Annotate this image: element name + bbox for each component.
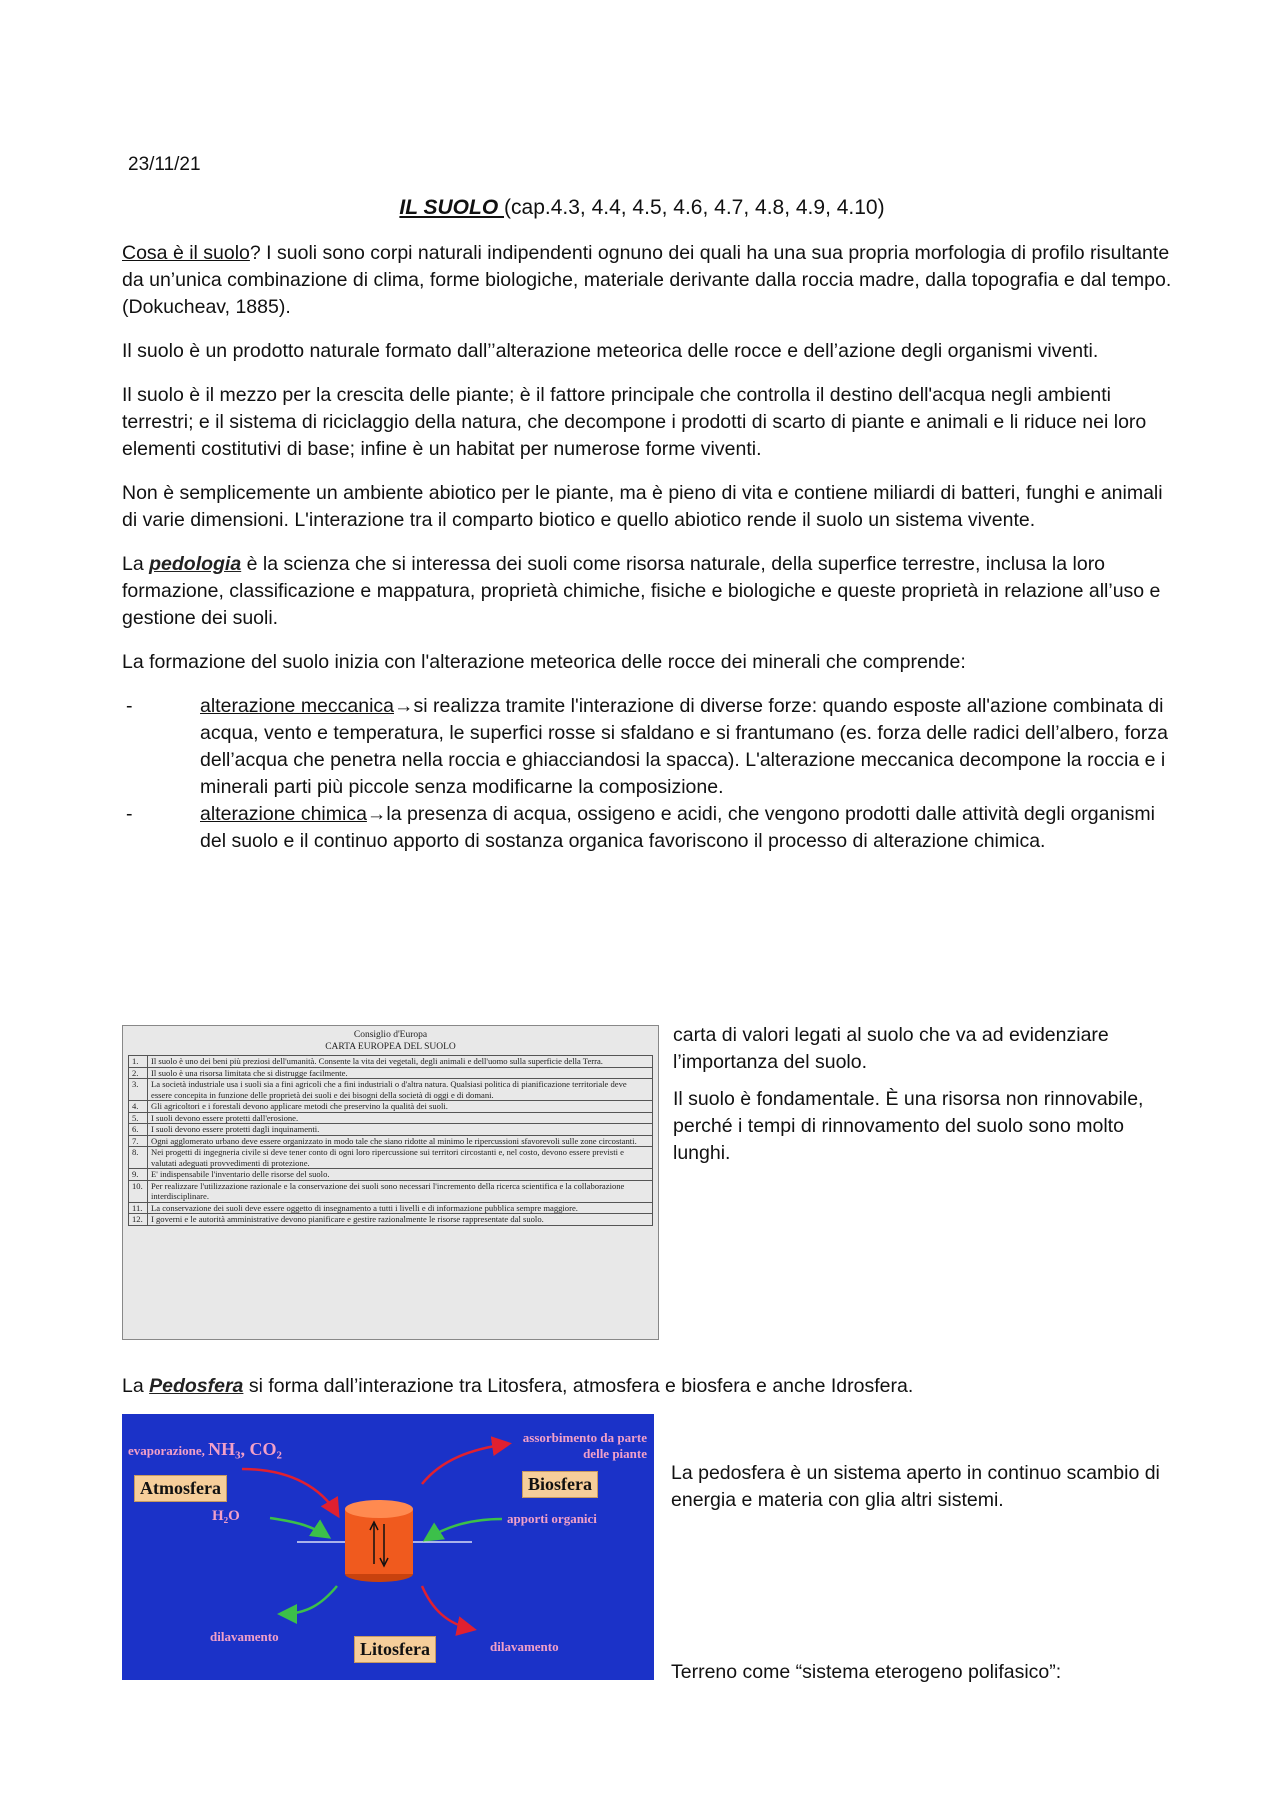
paragraph-pedologia <box>122 551 1172 632</box>
main-text <box>122 240 1172 855</box>
list-dash: - <box>126 695 133 717</box>
paragraph-definition <box>122 240 1172 321</box>
green-arrow-h2o <box>270 1518 327 1536</box>
cylinder-body <box>345 1509 413 1574</box>
arrow-icon: → <box>366 803 387 825</box>
green-arrow-apporti <box>427 1519 502 1539</box>
charter-row-text: Il suolo è uno dei beni più preziosi dell'umanità. Consente la vita dei vegetali, degli animali e dell'uomo sulla superficie della Terra. <box>148 1056 653 1068</box>
charter-table <box>128 1055 653 1226</box>
charter-row-text: I governi e le autorità amministrative devono pianificare e gestire razionalmente le risorse rappresentate dal suolo. <box>148 1214 653 1226</box>
pedosfera-side-text: La pedosfera è un sistema aperto in continuo scambio di energia e materia con glia altri sistemi. <box>671 1462 1160 1511</box>
label-dilavamento-left: dilavamento <box>210 1629 279 1644</box>
charter-side-text <box>673 1022 1173 1184</box>
charter-row-text: Ogni agglomerato urbano deve essere organizzato in modo tale che siano ridotte al minimo le ripercussioni sfavorevoli sulle zone circostanti. <box>148 1135 653 1147</box>
european-soil-charter-image <box>122 1025 659 1340</box>
charter-row-number: 3. <box>129 1079 148 1101</box>
charter-row-text: I suoli devono essere protetti dagli inquinamenti. <box>148 1124 653 1136</box>
terreno-heading: Terreno come “sistema eterogeno polifasico”: <box>671 1661 1062 1683</box>
question-term: Cosa è il suolo <box>122 242 250 264</box>
list-item <box>126 693 1172 801</box>
charter-row-number: 11. <box>129 1202 148 1214</box>
charter-row-number: 8. <box>129 1147 148 1169</box>
label-evaporazione: evaporazione, NH₃, CO₂ <box>128 1439 282 1459</box>
red-arrow-dilavamento <box>422 1586 472 1629</box>
charter-row <box>129 1135 653 1147</box>
charter-row <box>129 1147 653 1169</box>
charter-row-text: E' indispensabile l'inventario delle risorse del suolo. <box>148 1169 653 1181</box>
charter-row <box>129 1180 653 1202</box>
pedosfera-diagram <box>122 1414 654 1680</box>
box-biosfera: Biosfera <box>522 1471 598 1498</box>
charter-row-text: Gli agricoltori e i forestali devono applicare metodi che preservino la qualità dei suoli. <box>148 1101 653 1113</box>
paragraph-living-system: Non è semplicemente un ambiente abiotico per le piante, ma è pieno di vita e contiene miliardi di batteri, funghi e animali di varie dimensioni. L'interazione tra il comparto biotico e quello abiotico rende il suolo un sistema vivente. <box>122 482 1163 531</box>
charter-row-number: 4. <box>129 1101 148 1113</box>
pedologia-term: pedologia <box>149 553 242 575</box>
side-text-2: Il suolo è fondamentale. È una risorsa non rinnovabile, perché i tempi di rinnovamento del suolo sono molto lunghi. <box>673 1088 1144 1164</box>
label-assorbimento: assorbimento da parte delle piante <box>522 1430 647 1461</box>
pedologia-pre: La <box>122 553 150 575</box>
pedosfera-term: Pedosfera <box>149 1375 244 1397</box>
paragraph-formation: Il suolo è un prodotto naturale formato dall’’alterazione meteorica delle rocce e dell’azione degli organismi viventi. <box>122 340 1099 362</box>
green-arrow-litosfera <box>282 1586 337 1614</box>
arrow-icon: → <box>394 695 414 717</box>
charter-row <box>129 1214 653 1226</box>
pedosfera-sentence <box>122 1375 913 1398</box>
paragraph-functions: Il suolo è il mezzo per la crescita delle piante; è il fattore principale che controlla il destino dell'acqua negli ambienti terrestri; e il sistema di riciclaggio della natura, che decompone i prodotti di scarto di piante e animali e li riduce nei loro elementi costitutivi di base; infine è un habitat per numerose forme viventi. <box>122 384 1147 460</box>
charter-row <box>129 1056 653 1068</box>
list-text: la presenza di acqua, ossigeno e acidi, che vengono prodotti dalle attività degli organismi del suolo e il continuo apporto di sostanza organica favoriscono il processo di alterazione chimica. <box>200 803 1155 852</box>
charter-row <box>129 1079 653 1101</box>
box-litosfera: Litosfera <box>354 1636 436 1663</box>
charter-row-number: 6. <box>129 1124 148 1136</box>
charter-row-number: 2. <box>129 1067 148 1079</box>
charter-row <box>129 1101 653 1113</box>
title-chapters: (cap.4.3, 4.4, 4.5, 4.6, 4.7, 4.8, 4.9, 4.10) <box>504 196 885 219</box>
charter-row-number: 9. <box>129 1169 148 1181</box>
charter-row-text: Il suolo è una risorsa limitata che si distrugge facilmente. <box>148 1067 653 1079</box>
side-text-1: carta di valori legati al suolo che va ad evidenziare l’importanza del suolo. <box>673 1024 1109 1073</box>
charter-row-text: Nei progetti di ingegneria civile si deve tener conto di ogni loro ripercussione sui territori circostanti e, nel costo, devono essere previsti e valutati adeguati provvedimenti di protezione. <box>148 1147 653 1169</box>
charter-header-title: CARTA EUROPEA DEL SUOLO <box>325 1042 456 1052</box>
list-dash: - <box>126 803 133 825</box>
list-item <box>126 801 1172 855</box>
charter-row <box>129 1124 653 1136</box>
charter-row-text: I suoli devono essere protetti dall'erosione. <box>148 1112 653 1124</box>
definition-text: ? I suoli sono corpi naturali indipendenti ognuno dei quali ha una sua propria morfologia di profilo risultante da un’unica combinazione di clima, forme biologiche, materiale derivante dalla roccia madre, dalla topografia e dal tempo. (Dokucheav, 1885). <box>122 242 1172 318</box>
red-arrow-atmosfera <box>242 1469 337 1514</box>
pedosfera-pre: La <box>122 1375 150 1397</box>
cylinder-top <box>345 1500 413 1518</box>
list-term: alterazione chimica <box>200 803 367 825</box>
paragraph-alterazione: La formazione del suolo inizia con l'alterazione meteorica delle rocce dei minerali che comprende: <box>122 651 966 673</box>
label-dilavamento-right: dilavamento <box>490 1639 559 1654</box>
list-text: si realizza tramite l'interazione di diverse forze: quando esposte all'azione combinata di acqua, vento e temperatura, le superfici rosse si sfaldano e si frantumano (es. forza delle radici dell’albero, forza dell’acqua che penetra nella roccia e ghiacciandosi la spacca). L'alterazione meccanica decompone la roccia e i minerali parti più piccole senza modificarne la composizione. <box>200 695 1168 798</box>
charter-row <box>129 1067 653 1079</box>
list-term: alterazione meccanica <box>200 695 395 717</box>
label-gases: NH₃, CO₂ <box>208 1439 282 1459</box>
alteration-list <box>122 693 1172 855</box>
red-arrow-biosfera <box>422 1444 507 1484</box>
charter-row-text: La conservazione dei suoli deve essere oggetto di insegnamento a tutti i livelli e di informazione pubblica sempre maggiore. <box>148 1202 653 1214</box>
box-atmosfera: Atmosfera <box>134 1475 227 1502</box>
pedosfera-text: si forma dall’interazione tra Litosfera, atmosfera e biosfera e anche Idrosfera. <box>243 1375 914 1397</box>
charter-row <box>129 1169 653 1181</box>
charter-row-number: 5. <box>129 1112 148 1124</box>
charter-row-number: 12. <box>129 1214 148 1226</box>
charter-row-text: La società industriale usa i suoli sia a fini agricoli che a fini industriali o d'altra natura. Qualsiasi politica di pianificazione territoriale deve essere concepita in funzione delle proprietà dei suoli e dei bisogni della società di oggi e di domani. <box>148 1079 653 1101</box>
label-h2o: H₂O <box>212 1508 240 1524</box>
charter-row <box>129 1202 653 1214</box>
charter-row-number: 7. <box>129 1135 148 1147</box>
charter-row <box>129 1112 653 1124</box>
charter-header-council: Consiglio d'Europa <box>353 1030 428 1040</box>
date: 23/11/21 <box>128 154 201 175</box>
charter-row-text: Per realizzare l'utilizzazione razionale e la conservazione dei suoli sono necessari l'incremento della ricerca scientifica e la collaborazione interdisciplinare. <box>148 1180 653 1202</box>
label-apporti: apporti organici <box>507 1511 597 1526</box>
page-title <box>122 196 1162 220</box>
charter-row-number: 10. <box>129 1180 148 1202</box>
title-main: IL SUOLO <box>399 196 505 219</box>
charter-row-number: 1. <box>129 1056 148 1068</box>
pedologia-text: è la scienza che si interessa dei suoli come risorsa naturale, della superfice terrestre, inclusa la loro formazione, classificazione e mappatura, proprietà chimiche, fisiche e biologiche e queste proprietà in relazione all’uso e gestione dei suoli. <box>122 553 1161 629</box>
